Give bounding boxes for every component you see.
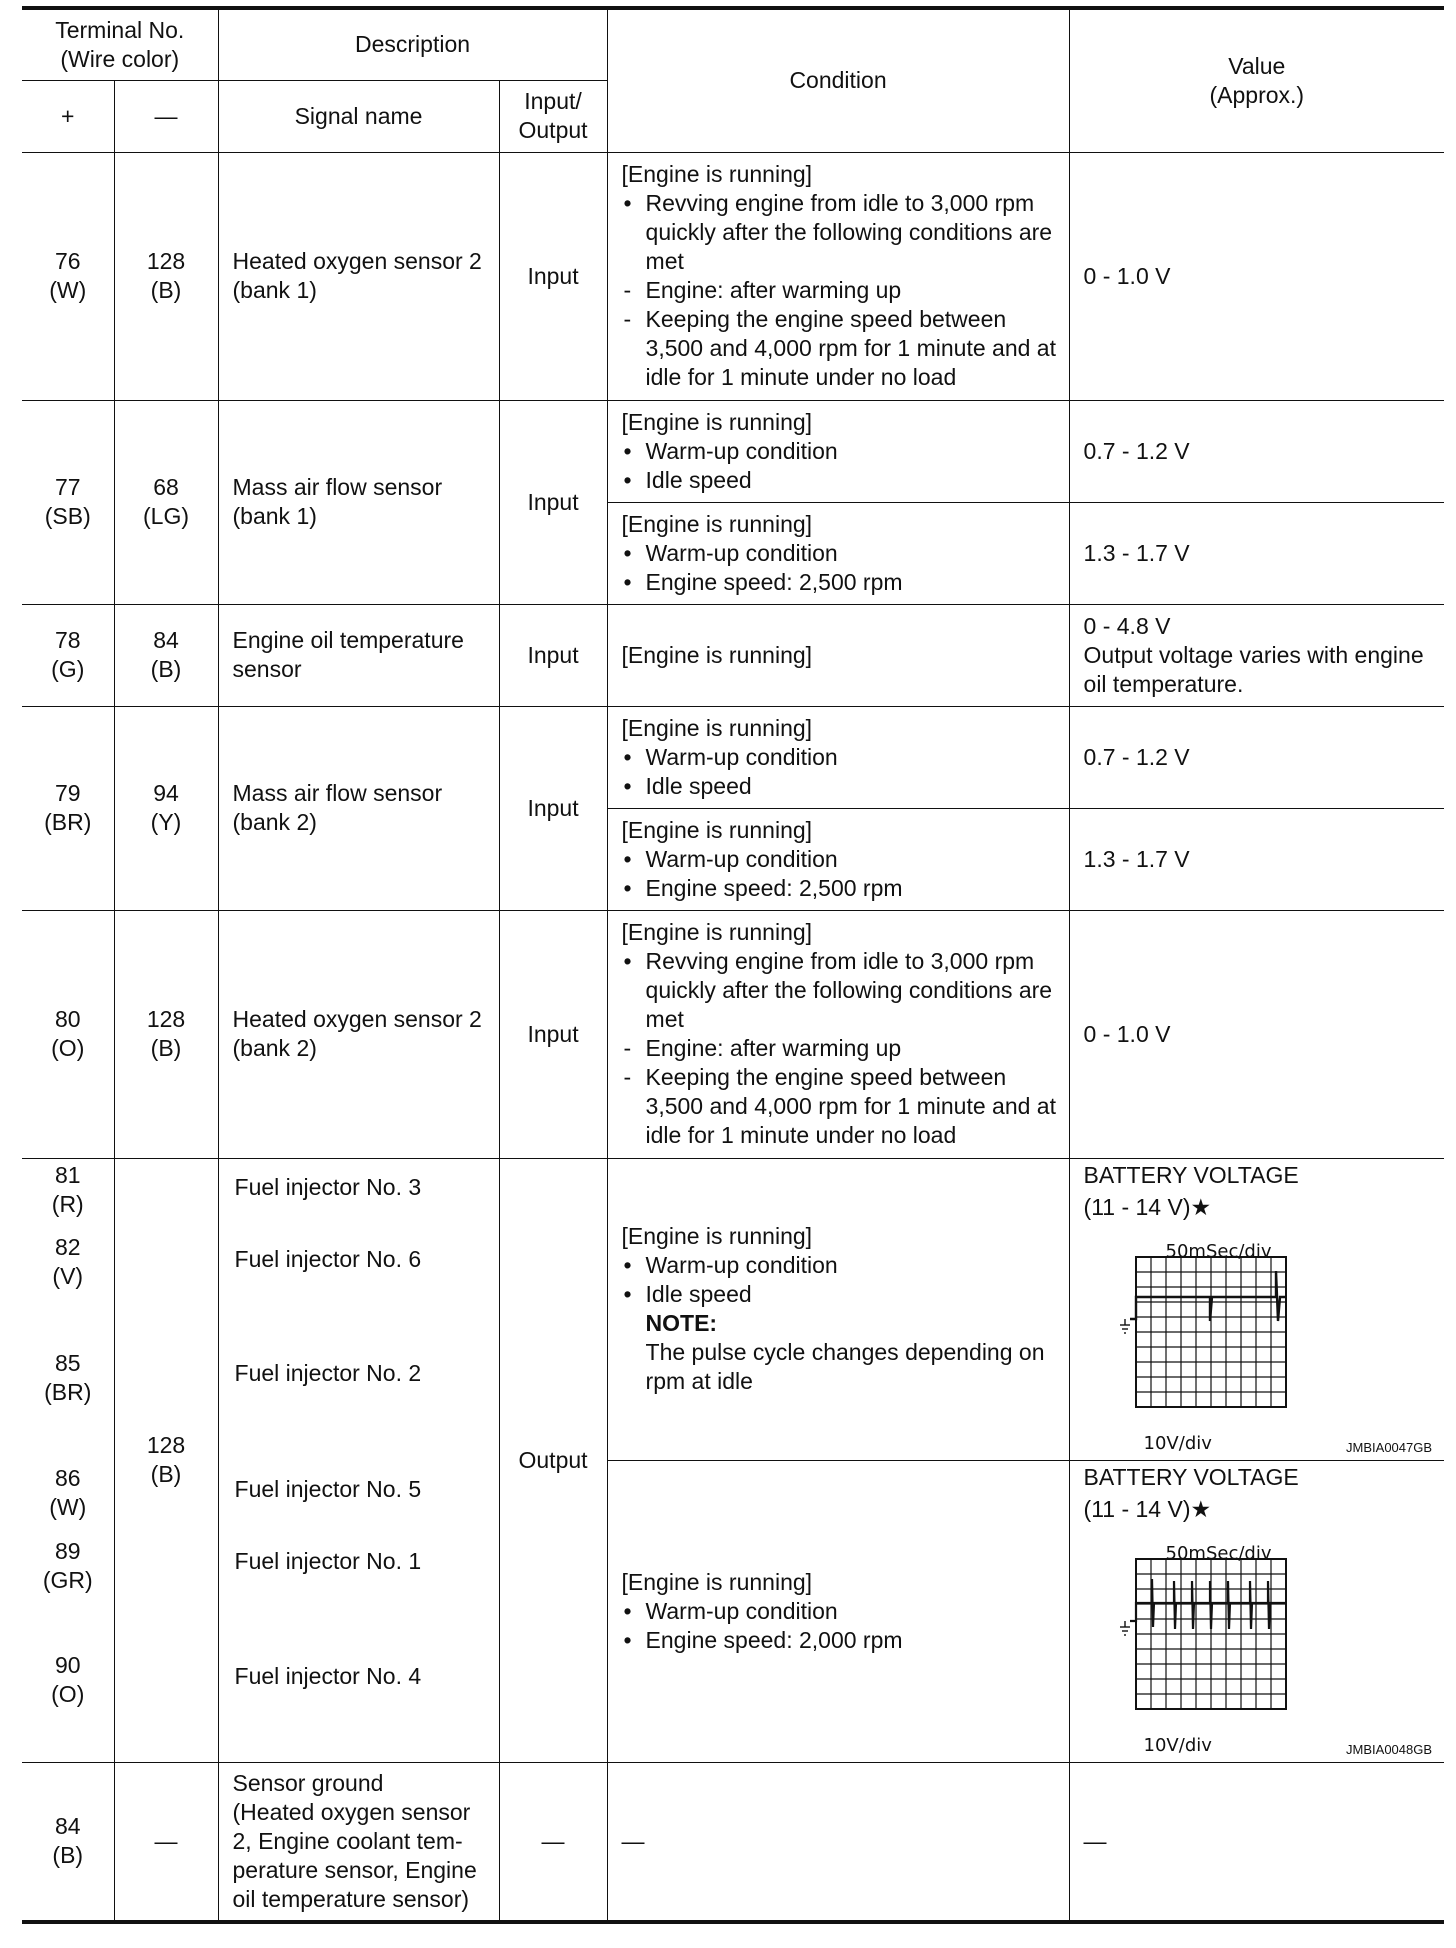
io-type: Input — [499, 152, 607, 400]
condition-item — [622, 1597, 1061, 1626]
approx-label: (Approx.) — [1209, 81, 1305, 108]
condition-list — [622, 1251, 1061, 1309]
signal-line: perature sensor, Engine — [232, 1856, 477, 1883]
io-type: Output — [499, 1158, 607, 1762]
condition-item — [622, 947, 1061, 1034]
condition-item — [622, 1063, 1061, 1150]
header-signal-name: Signal name — [218, 80, 499, 152]
condition-text: Warm-up condition — [645, 743, 838, 770]
wire-color: (W) — [49, 277, 87, 303]
wire-color: (R) — [51, 1190, 84, 1217]
signal-name — [218, 910, 499, 1158]
signal-injector-1: Fuel injector No. 1 — [234, 1547, 422, 1574]
condition-text: Engine: after warming up — [645, 1035, 902, 1061]
value-text: 0 - 4.8 V — [1083, 612, 1171, 639]
condition-text: Revving engine from idle to 3,000 rpm quickly after the following conditions are met — [645, 190, 1053, 274]
signal-line: Mass air flow sensor — [232, 780, 443, 806]
voltage-range: (11 - 14 V)★ — [1083, 1193, 1212, 1220]
condition-text: Idle speed — [645, 1281, 752, 1307]
signal-line: (bank 1) — [232, 277, 317, 303]
terminal-minus — [114, 400, 218, 604]
bullet-mark: • — [623, 1626, 632, 1653]
signal-line: (bank 1) — [232, 503, 317, 529]
signal-line: (bank 2) — [232, 809, 317, 835]
bullet-mark: • — [623, 1281, 632, 1307]
bullet-mark: • — [623, 437, 632, 464]
battery-voltage-label: BATTERY VOLTAGE — [1083, 1161, 1299, 1188]
bullet-mark: • — [623, 539, 632, 566]
terminal-number: 76 — [54, 248, 81, 274]
condition-text: Engine speed: 2,500 rpm — [645, 874, 903, 901]
bullet-mark: • — [623, 772, 632, 799]
terminal-minus — [114, 706, 218, 910]
terminal-89 — [22, 1537, 114, 1595]
bullet-mark: • — [623, 190, 632, 216]
condition-item — [622, 466, 1061, 495]
io-type: — — [499, 1762, 607, 1922]
battery-voltage-label: BATTERY VOLTAGE — [1083, 1463, 1299, 1490]
figure-code: JMBIA0047GB — [1346, 1439, 1433, 1455]
value-cell: — — [1069, 1762, 1444, 1922]
bullet-mark: • — [623, 1597, 632, 1624]
terminal-number: 90 — [54, 1651, 81, 1678]
voltage-scale-label: 10V/div — [1143, 1432, 1212, 1454]
signal-line: oil temperature sensor) — [232, 1885, 470, 1912]
signal-name — [218, 400, 499, 604]
wire-color: (LG) — [143, 503, 189, 529]
wire-color: (BR) — [44, 1378, 92, 1405]
value-waveform-cell — [1069, 1460, 1444, 1762]
wire-color: (W) — [49, 1493, 87, 1520]
table-row — [22, 1158, 1444, 1460]
condition-text: Warm-up condition — [645, 1597, 838, 1624]
signal-line: Mass air flow sensor — [232, 474, 443, 500]
terminal-plus — [22, 604, 114, 706]
bullet-mark: • — [623, 874, 632, 901]
bullet-mark: - — [623, 1035, 632, 1061]
signal-line: Engine oil temperature — [232, 627, 464, 653]
table-row — [22, 604, 1444, 706]
wire-color: (B) — [150, 656, 182, 682]
condition-list — [622, 189, 1061, 392]
terminal-plus-stack — [22, 1158, 114, 1762]
table-row — [22, 400, 1444, 502]
terminal-number: 86 — [54, 1464, 81, 1491]
value-cell: 0.7 - 1.2 V — [1069, 706, 1444, 808]
value-note: Output voltage varies with engine oil temperature. — [1083, 641, 1424, 697]
value-cell: 0 - 1.0 V — [1069, 910, 1444, 1158]
condition-item — [622, 437, 1061, 466]
condition-text: Warm-up condition — [645, 539, 838, 566]
terminal-number: 85 — [54, 1349, 81, 1376]
wire-color: (G) — [51, 656, 85, 682]
signal-injector-3: Fuel injector No. 3 — [234, 1173, 422, 1200]
terminal-number: 128 — [146, 248, 186, 274]
timebase-label: 50mSec/div — [1165, 1542, 1272, 1564]
condition-text: Idle speed — [645, 466, 752, 493]
voltage-range: (11 - 14 V)★ — [1083, 1495, 1212, 1522]
terminal-minus — [114, 152, 218, 400]
io-label-2: Output — [518, 117, 588, 143]
terminal-90 — [22, 1651, 114, 1709]
terminal-number: 89 — [54, 1537, 81, 1564]
wire-color: (GR) — [42, 1566, 93, 1593]
injector-terminals — [22, 1159, 114, 1761]
terminal-number: 128 — [146, 1006, 186, 1032]
terminal-85 — [22, 1349, 114, 1407]
terminal-number: 81 — [54, 1161, 81, 1188]
header-description: Description — [218, 8, 607, 80]
header-input-output — [499, 80, 607, 152]
bullet-mark: • — [623, 845, 632, 872]
injector-signals — [219, 1159, 499, 1761]
terminal-plus — [22, 706, 114, 910]
terminal-81 — [22, 1161, 114, 1219]
terminal-plus — [22, 400, 114, 604]
bullet-mark: - — [623, 1064, 632, 1090]
terminal-plus — [22, 152, 114, 400]
condition-item — [622, 305, 1061, 392]
condition-head: [Engine is running] — [621, 161, 813, 187]
terminal-86 — [22, 1464, 114, 1522]
value-cell: 1.3 - 1.7 V — [1069, 808, 1444, 910]
condition-cell — [607, 1158, 1069, 1460]
condition-head: [Engine is running] — [621, 714, 813, 741]
bullet-mark: • — [623, 466, 632, 493]
condition-cell — [607, 808, 1069, 910]
condition-list — [622, 437, 1061, 495]
waveform-idle — [1070, 1159, 1445, 1459]
condition-item — [622, 539, 1061, 568]
wire-color: (O) — [51, 1035, 85, 1061]
signal-injector-5: Fuel injector No. 5 — [234, 1475, 422, 1502]
wire-color: (B) — [150, 277, 182, 303]
terminal-number: 128 — [146, 1432, 186, 1458]
wire-color-label: (Wire color) — [60, 45, 180, 72]
condition-text: Warm-up condition — [645, 845, 838, 872]
wire-color: (BR) — [44, 809, 92, 835]
wire-color: (SB) — [44, 503, 91, 529]
signal-line: 2, Engine coolant tem- — [232, 1827, 463, 1854]
condition-list — [622, 539, 1061, 597]
wire-color: (B) — [150, 1035, 182, 1061]
condition-text: Engine speed: 2,500 rpm — [645, 568, 903, 595]
header-minus: — — [114, 80, 218, 152]
condition-head: [Engine is running] — [621, 408, 813, 435]
condition-cell — [607, 910, 1069, 1158]
condition-list — [622, 947, 1061, 1150]
condition-head: [Engine is running] — [621, 510, 813, 537]
ecm-terminal-table — [22, 6, 1444, 1924]
table-row — [22, 706, 1444, 808]
header-terminal-no — [22, 8, 218, 80]
condition-cell — [607, 152, 1069, 400]
io-type: Input — [499, 706, 607, 910]
terminal-minus: — — [114, 1762, 218, 1922]
condition-item — [622, 1251, 1061, 1280]
bullet-mark: • — [623, 568, 632, 595]
condition-list — [622, 1597, 1061, 1655]
signal-line: Sensor ground — [232, 1769, 384, 1796]
condition-list — [622, 845, 1061, 903]
terminal-number: 77 — [54, 474, 81, 500]
wire-color: (V) — [52, 1262, 84, 1289]
condition-head: [Engine is running] — [621, 919, 813, 945]
note-heading: NOTE: — [645, 1310, 718, 1336]
condition-text: Keeping the engine speed between 3,500 and 4,000 rpm for 1 minute and at idle for 1 minute under no load — [645, 306, 1056, 390]
condition-text: Revving engine from idle to 3,000 rpm quickly after the following conditions are met — [645, 948, 1053, 1032]
value-label: Value — [1228, 52, 1286, 79]
terminal-minus — [114, 604, 218, 706]
note-text: The pulse cycle changes depending on rpm at idle — [645, 1339, 1045, 1394]
bullet-mark: - — [623, 277, 632, 303]
condition-cell: — — [607, 1762, 1069, 1922]
io-label-1: Input/ — [524, 88, 582, 114]
value-cell: 1.3 - 1.7 V — [1069, 502, 1444, 604]
signal-line: Heated oxygen sensor 2 — [232, 248, 482, 274]
wire-color: (B) — [150, 1461, 182, 1487]
terminal-number: 79 — [54, 780, 81, 806]
value-waveform-cell — [1069, 1158, 1444, 1460]
wire-color: (Y) — [150, 809, 182, 835]
bullet-mark: • — [623, 948, 632, 974]
condition-text: Keeping the engine speed between 3,500 and 4,000 rpm for 1 minute and at idle for 1 minute under no load — [645, 1064, 1056, 1148]
table-row — [22, 1762, 1444, 1922]
voltage-scale-label: 10V/div — [1143, 1734, 1212, 1756]
terminal-minus — [114, 1158, 218, 1762]
condition-list — [622, 743, 1061, 801]
condition-cell — [607, 400, 1069, 502]
condition-cell — [607, 502, 1069, 604]
condition-cell — [607, 1460, 1069, 1762]
timebase-label: 50mSec/div — [1165, 1240, 1272, 1262]
condition-head: [Engine is running] — [621, 1223, 813, 1249]
terminal-number: 84 — [54, 1813, 81, 1840]
wire-color: (B) — [52, 1842, 84, 1869]
signal-name — [218, 1762, 499, 1922]
condition-item — [622, 189, 1061, 276]
signal-line: (bank 2) — [232, 1035, 317, 1061]
condition-text: Engine speed: 2,000 rpm — [645, 1626, 903, 1653]
condition-text: Warm-up condition — [645, 1252, 838, 1278]
terminal-minus — [114, 910, 218, 1158]
condition-item — [622, 276, 1061, 305]
condition-item — [622, 1280, 1061, 1309]
terminal-number: 84 — [153, 627, 179, 653]
terminal-number: 80 — [54, 1006, 81, 1032]
wire-color: (O) — [51, 1680, 85, 1707]
terminal-number: 78 — [54, 627, 81, 653]
value-cell: 0.7 - 1.2 V — [1069, 400, 1444, 502]
signal-name-stack — [218, 1158, 499, 1762]
terminal-number: 94 — [153, 780, 179, 806]
terminal-plus — [22, 1762, 114, 1922]
condition-item — [622, 1626, 1061, 1655]
condition-item — [622, 1034, 1061, 1063]
io-type: Input — [499, 910, 607, 1158]
value-cell: 0 - 1.0 V — [1069, 152, 1444, 400]
terminal-plus — [22, 910, 114, 1158]
header-value — [1069, 8, 1444, 152]
condition-item — [622, 568, 1061, 597]
condition-head: [Engine is running] — [621, 816, 813, 843]
signal-injector-6: Fuel injector No. 6 — [234, 1245, 422, 1272]
signal-name — [218, 604, 499, 706]
table-row — [22, 152, 1444, 400]
io-type: Input — [499, 604, 607, 706]
condition-head: [Engine is running] — [621, 1568, 813, 1595]
signal-line: Heated oxygen sensor 2 — [232, 1006, 482, 1032]
io-type: Input — [499, 400, 607, 604]
terminal-number: 68 — [153, 474, 179, 500]
value-cell — [1069, 604, 1444, 706]
figure-code: JMBIA0048GB — [1346, 1741, 1433, 1757]
condition-item — [622, 874, 1061, 903]
condition-text: Warm-up condition — [645, 437, 838, 464]
header-plus: + — [22, 80, 114, 152]
condition-text: Engine: after warming up — [645, 277, 902, 303]
condition-text: Idle speed — [645, 772, 752, 799]
bullet-mark: - — [623, 306, 632, 332]
condition-item — [622, 845, 1061, 874]
condition-cell — [607, 706, 1069, 808]
signal-injector-2: Fuel injector No. 2 — [234, 1359, 422, 1386]
table-row — [22, 910, 1444, 1158]
terminal-number: 82 — [54, 1233, 81, 1260]
condition-cell: [Engine is running] — [607, 604, 1069, 706]
signal-name — [218, 152, 499, 400]
signal-name — [218, 706, 499, 910]
header-condition: Condition — [607, 8, 1069, 152]
terminal-no-label: Terminal No. — [55, 16, 185, 43]
terminal-82 — [22, 1233, 114, 1291]
signal-line: sensor — [232, 656, 302, 682]
waveform-2000rpm — [1070, 1461, 1445, 1761]
bullet-mark: • — [623, 1252, 632, 1278]
condition-item — [622, 772, 1061, 801]
condition-item — [622, 743, 1061, 772]
signal-injector-4: Fuel injector No. 4 — [234, 1662, 422, 1689]
bullet-mark: • — [623, 743, 632, 770]
signal-line: (Heated oxygen sensor — [232, 1798, 471, 1825]
